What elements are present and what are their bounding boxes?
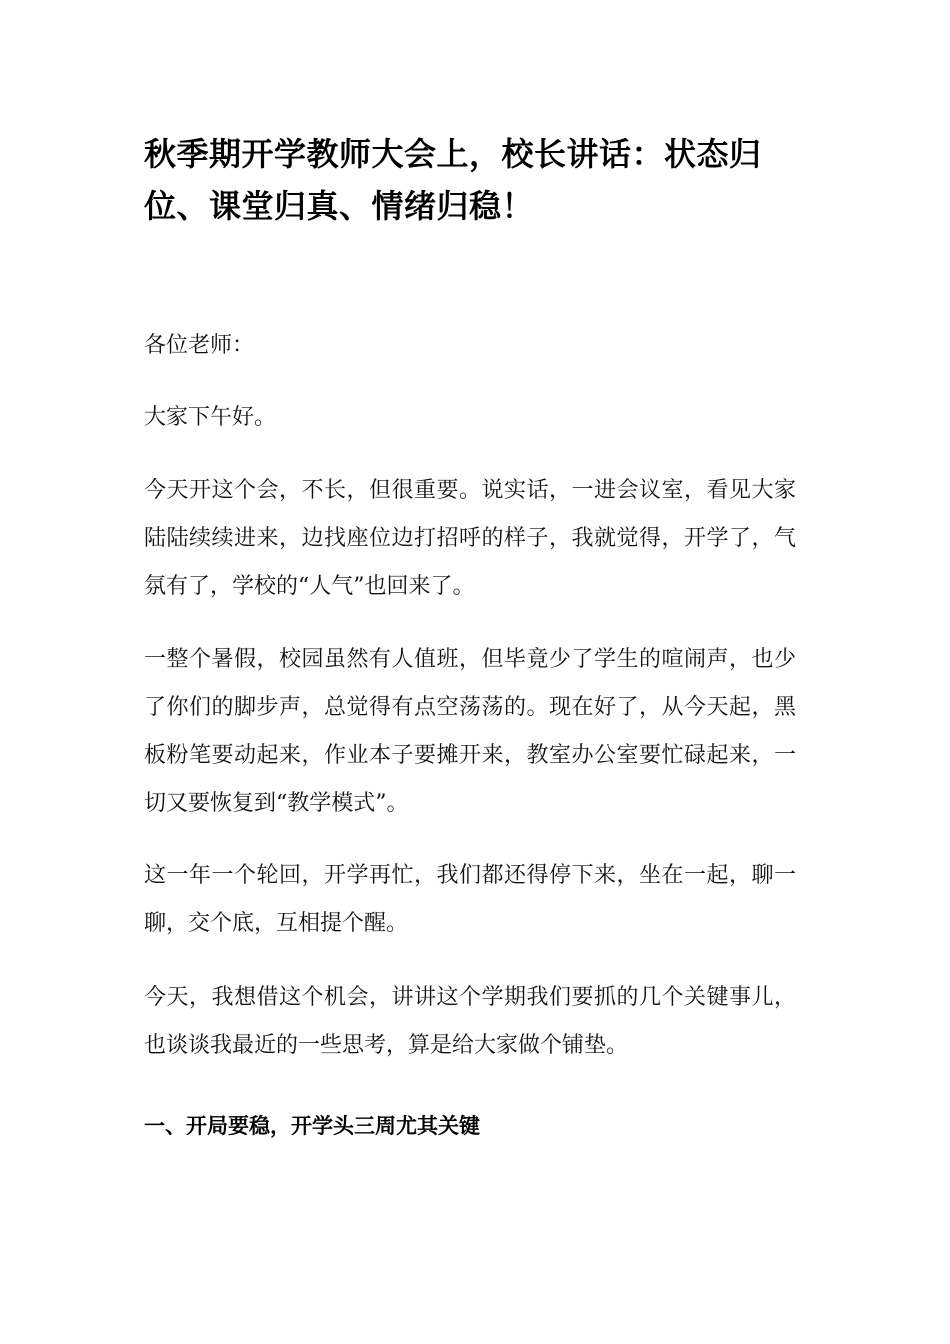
paragraph-4: 今天，我想借这个机会，讲讲这个学期我们要抓的几个关键事儿，也谈谈我最近的一些思考，算是给大家做个铺垫。	[144, 985, 796, 1058]
paragraph-3: 这一年一个轮回，开学再忙，我们都还得停下来，坐在一起，聊一聊，交个底，互相提个醒。	[144, 863, 796, 936]
paragraph-2: 一整个暑假，校园虽然有人值班，但毕竟少了学生的喧闹声，也少了你们的脚步声，总觉得有点空荡荡的。现在好了，从今天起，黑板粉笔要动起来，作业本子要摊开来，教室办公室要忙碌起来，一切又要恢复到“教学模式”。	[144, 647, 796, 816]
section-heading: 一、开局要稳，开学头三周尤其关键	[144, 1114, 480, 1138]
document-title: 秋季期开学教师大会上，校长讲话：状态归位、课堂归真、情绪归稳！	[144, 135, 762, 225]
greeting: 大家下午好。	[144, 405, 277, 430]
paragraph-1: 今天开这个会，不长，但很重要。说实话，一进会议室，看见大家陆陆续续进来，边找座位边打招呼的样子，我就觉得，开学了，气氛有了，学校的“人气”也回来了。	[144, 478, 796, 599]
salutation: 各位老师：	[144, 333, 255, 358]
